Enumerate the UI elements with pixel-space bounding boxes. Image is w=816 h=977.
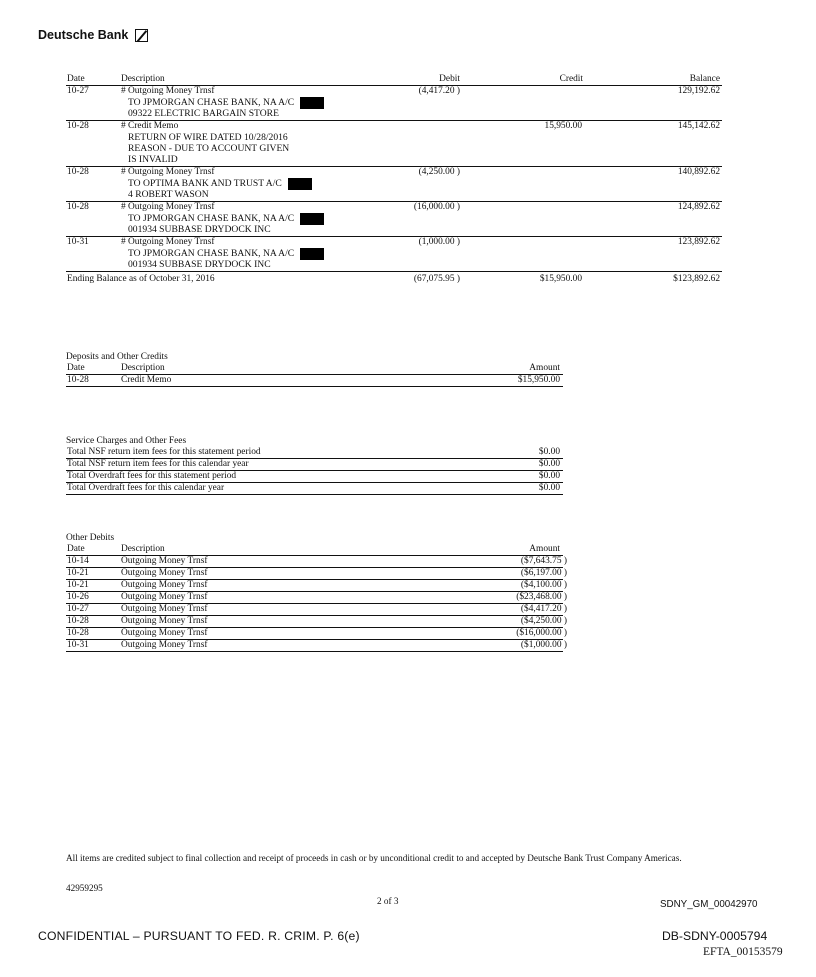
header-debit: Debit (439, 74, 460, 84)
transaction-description: # Outgoing Money Trnsf (121, 202, 215, 212)
debit-row (66, 604, 567, 616)
transaction-row (66, 202, 722, 237)
transaction-detail: 4 ROBERT WASON (128, 189, 209, 200)
transaction-detail: TO JPMORGAN CHASE BANK, NA A/C (128, 97, 295, 108)
fee-row (66, 471, 563, 483)
transaction-date: 10-28 (67, 121, 89, 131)
fee-label: Total Overdraft fees for this statement period (67, 471, 237, 481)
transaction-detail-line (66, 259, 722, 270)
fee-label: Total Overdraft fees for this calendar year (67, 483, 225, 493)
transaction-detail-line (66, 189, 722, 200)
transaction-detail-line (66, 143, 722, 154)
transaction-balance: 129,192.62 (677, 86, 720, 96)
header-date: Date (67, 74, 85, 84)
debit-row (66, 556, 567, 568)
bates-sdny: SDNY_GM_00042970 (660, 899, 758, 910)
service-charges-body (66, 447, 563, 495)
deposits-header-description: Description (121, 363, 165, 373)
debit-date: 10-21 (67, 568, 89, 578)
transaction-row (66, 237, 722, 272)
transaction-date: 10-31 (67, 237, 89, 247)
transaction-row (66, 167, 722, 202)
debit-date: 10-27 (67, 604, 89, 614)
debit-date: 10-31 (67, 640, 89, 650)
transaction-balance: 124,892.62 (677, 202, 720, 212)
other-debits-header-amount: Amount (529, 544, 560, 554)
transaction-detail-line (66, 132, 722, 143)
transaction-main-line (66, 86, 722, 97)
debit-amount: ($4,250.00 ) (520, 616, 567, 626)
debit-date: 10-28 (67, 616, 89, 626)
debit-description: Outgoing Money Trnsf (121, 568, 208, 578)
fee-amount: $0.00 (538, 447, 560, 457)
ending-balance-label: Ending Balance as of October 31, 2016 (67, 274, 215, 284)
debit-row (66, 616, 567, 628)
deposits-table (66, 351, 563, 387)
deposits-header-amount: Amount (529, 363, 560, 373)
transaction-balance: 145,142.62 (677, 121, 720, 131)
transaction-date: 10-27 (67, 86, 89, 96)
transaction-detail: TO JPMORGAN CHASE BANK, NA A/C (128, 213, 295, 224)
other-debits-body (66, 556, 567, 652)
transaction-detail-line (66, 97, 722, 108)
transaction-detail: TO OPTIMA BANK AND TRUST A/C (128, 178, 282, 189)
transaction-detail: IS INVALID (128, 154, 178, 165)
other-debits-header-description: Description (121, 544, 165, 554)
ending-debit: (67,075.95 ) (413, 274, 460, 284)
transaction-detail: 09322 ELECTRIC BARGAIN STORE (128, 108, 279, 119)
deposits-title: Deposits and Other Credits (66, 352, 168, 362)
other-debits-table (66, 532, 567, 652)
fee-amount: $0.00 (538, 483, 560, 493)
bank-name: Deutsche Bank (38, 28, 129, 42)
header-description: Description (121, 74, 165, 84)
transaction-detail-line (66, 224, 722, 235)
debit-date: 10-26 (67, 592, 89, 602)
transaction-balance: 123,892.62 (677, 237, 720, 247)
transaction-detail-line (66, 178, 722, 189)
transaction-description: # Credit Memo (121, 121, 179, 131)
debit-amount: ($7,643.75 ) (520, 556, 567, 566)
debit-description: Outgoing Money Trnsf (121, 604, 208, 614)
other-debits-header-date: Date (67, 544, 85, 554)
ending-balance: $123,892.62 (673, 274, 720, 284)
transaction-debit: (1,000.00 ) (418, 237, 460, 247)
transactions-table (66, 74, 722, 285)
transaction-debit: (16,000.00 ) (413, 202, 460, 212)
page-number: 2 of 3 (377, 896, 399, 906)
bates-db: DB-SDNY-0005794 (662, 929, 768, 943)
service-charges-title: Service Charges and Other Fees (66, 436, 187, 446)
fee-label: Total NSF return item fees for this calendar year (67, 459, 249, 469)
fee-label: Total NSF return item fees for this statement period (67, 447, 261, 457)
fee-row (66, 483, 563, 495)
debit-date: 10-28 (67, 628, 89, 638)
debit-row (66, 640, 567, 652)
ending-balance-row (66, 274, 722, 285)
header-balance: Balance (689, 74, 720, 84)
header-credit: Credit (559, 74, 583, 84)
transaction-row (66, 121, 722, 167)
deposits-body (66, 375, 563, 387)
transaction-detail: 001934 SUBBASE DRYDOCK INC (128, 224, 271, 235)
deposits-header-date: Date (67, 363, 85, 373)
transaction-date: 10-28 (67, 202, 89, 212)
debit-amount: ($1,000.00 ) (520, 640, 567, 650)
debit-amount: ($23,468.00 ) (516, 592, 567, 602)
deposit-amount: $15,950.00 (517, 375, 560, 385)
debit-row (66, 568, 567, 580)
fee-amount: $0.00 (538, 471, 560, 481)
transaction-description: # Outgoing Money Trnsf (121, 237, 215, 247)
deutsche-bank-slash-icon (135, 29, 148, 42)
collection-disclaimer: All items are credited subject to final collection and receipt of proceeds in cash or by unconditional credit to and accepted by Deutsche Bank Trust Company Americas. (66, 853, 682, 863)
ending-credit: $15,950.00 (539, 274, 582, 284)
service-charges-table (66, 435, 563, 495)
debit-description: Outgoing Money Trnsf (121, 628, 208, 638)
debit-amount: ($4,417.20 ) (520, 604, 567, 614)
transactions-body (66, 86, 722, 272)
efta-number: EFTA_00153579 (703, 946, 783, 958)
transaction-detail: RETURN OF WIRE DATED 10/28/2016 (128, 132, 288, 143)
debit-description: Outgoing Money Trnsf (121, 556, 208, 566)
fee-row (66, 447, 563, 459)
confidential-notice: CONFIDENTIAL – PURSUANT TO FED. R. CRIM. P. 6(e) (38, 929, 360, 943)
debit-row (66, 628, 567, 640)
debit-description: Outgoing Money Trnsf (121, 616, 208, 626)
transaction-balance: 140,892.62 (677, 167, 720, 177)
transaction-detail-line (66, 154, 722, 165)
transaction-main-line (66, 237, 722, 248)
deposit-description: Credit Memo (121, 375, 172, 385)
transaction-detail-line (66, 248, 722, 259)
fee-amount: $0.00 (538, 459, 560, 469)
transaction-main-line (66, 167, 722, 178)
debit-amount: ($4,100.00 ) (520, 580, 567, 590)
transaction-description: # Outgoing Money Trnsf (121, 86, 215, 96)
bank-logo (38, 28, 148, 42)
transaction-detail: REASON - DUE TO ACCOUNT GIVEN (128, 143, 290, 154)
transaction-row (66, 86, 722, 121)
other-debits-header (66, 544, 563, 556)
transaction-date: 10-28 (67, 167, 89, 177)
transaction-detail-line (66, 213, 722, 224)
debit-description: Outgoing Money Trnsf (121, 592, 208, 602)
transaction-detail: TO JPMORGAN CHASE BANK, NA A/C (128, 248, 295, 259)
fee-row (66, 459, 563, 471)
transactions-header (66, 74, 722, 86)
other-debits-title: Other Debits (66, 533, 115, 543)
deposit-row (66, 375, 563, 387)
debit-date: 10-21 (67, 580, 89, 590)
transaction-main-line (66, 121, 722, 132)
transaction-detail-line (66, 108, 722, 119)
debit-description: Outgoing Money Trnsf (121, 580, 208, 590)
debit-amount: ($6,197.00 ) (520, 568, 567, 578)
transaction-credit: 15,950.00 (544, 121, 582, 131)
debit-amount: ($16,000.00 ) (516, 628, 567, 638)
transaction-description: # Outgoing Money Trnsf (121, 167, 215, 177)
transaction-debit: (4,417.20 ) (418, 86, 460, 96)
debit-date: 10-14 (67, 556, 89, 566)
account-number: 42959295 (66, 883, 103, 893)
transaction-main-line (66, 202, 722, 213)
deposit-date: 10-28 (67, 375, 89, 385)
transaction-detail: 001934 SUBBASE DRYDOCK INC (128, 259, 271, 270)
transaction-debit: (4,250.00 ) (418, 167, 460, 177)
debit-row (66, 592, 567, 604)
deposits-header (66, 363, 563, 375)
debit-row (66, 580, 567, 592)
debit-description: Outgoing Money Trnsf (121, 640, 208, 650)
